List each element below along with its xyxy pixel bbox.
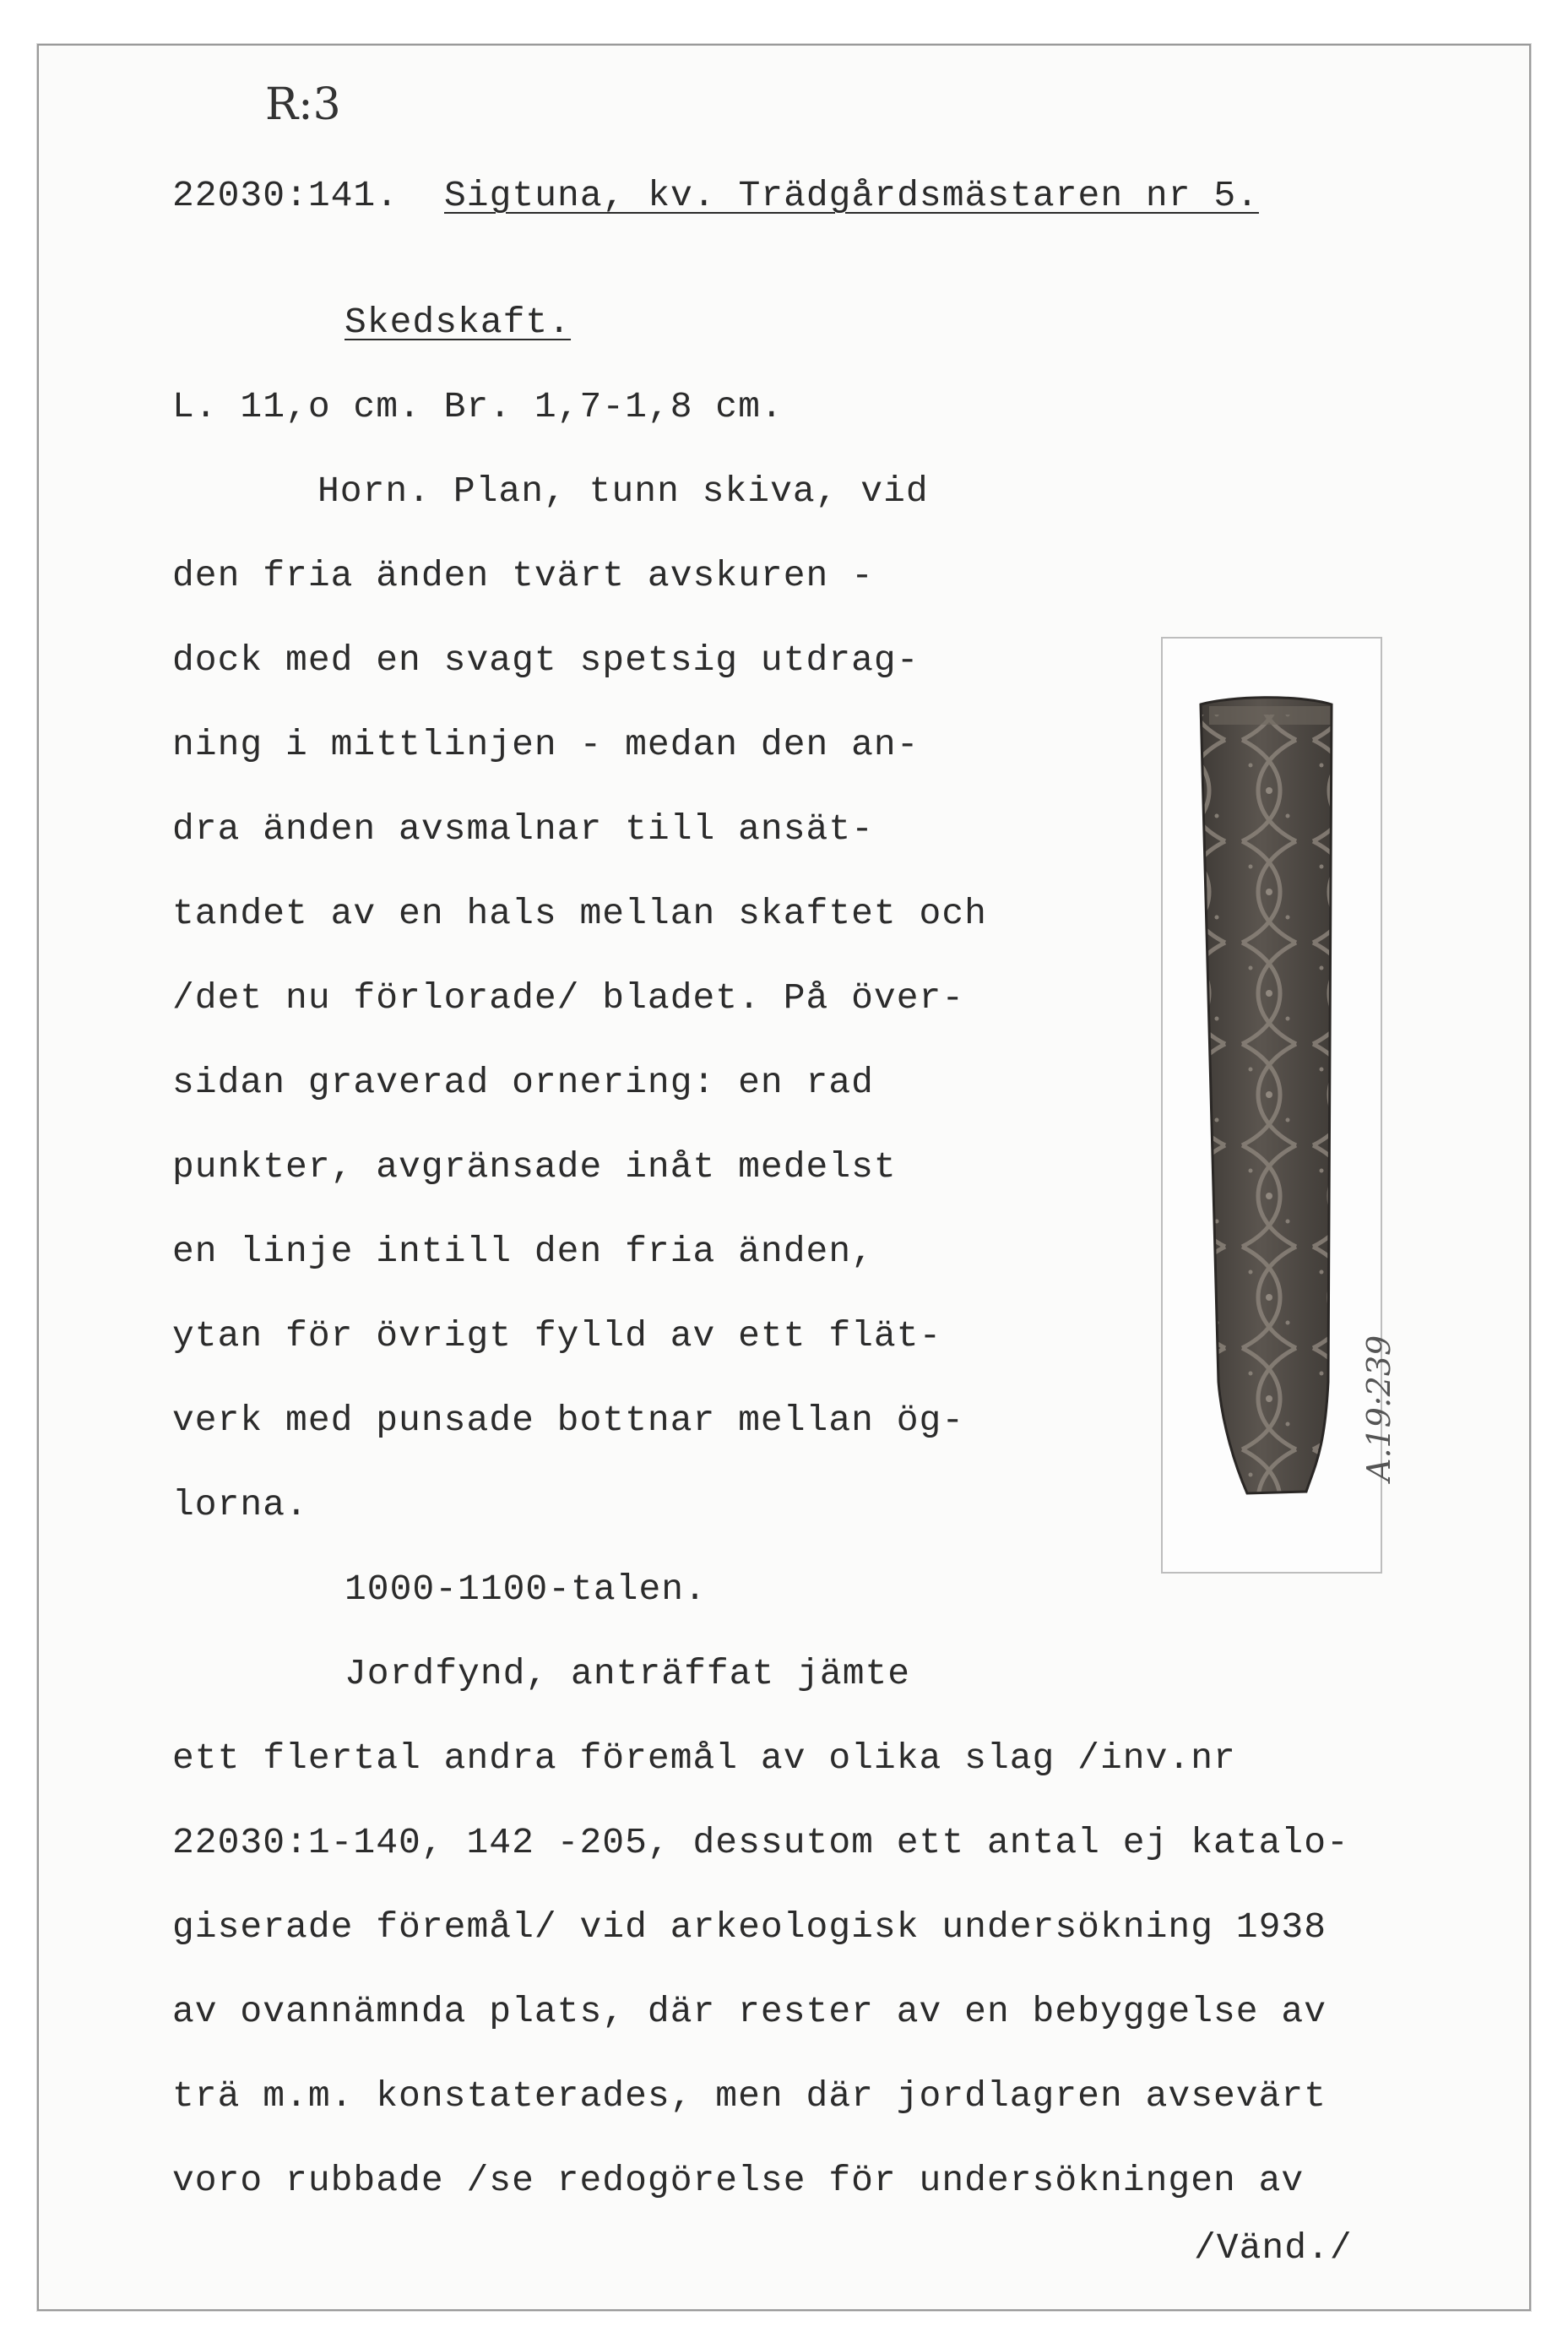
find-line: ett flertal andra föremål av olika slag /inv.nr [172, 1737, 1236, 1779]
description-line: /det nu förlorade/ bladet. På över- [172, 977, 965, 1019]
description-line: ning i mittlinjen - medan den an- [172, 724, 920, 765]
find-line: 22030:1-140, 142 -205, dessutom ett antal ej katalo- [172, 1822, 1349, 1863]
find-line: trä m.m. konstaterades, men där jordlagren avsevärt [172, 2075, 1327, 2117]
turn-note: /Vänd./ [1194, 2227, 1353, 2269]
measurements: L. 11,o cm. Br. 1,7-1,8 cm. [172, 386, 784, 427]
object-photo [1161, 637, 1382, 1574]
description-line: en linje intill den fria änden, [172, 1231, 874, 1272]
header-number: 22030:141. [172, 175, 399, 216]
header-location: Sigtuna, kv. Trädgårdsmästaren nr 5. [444, 175, 1259, 216]
object-title: Skedskaft. [345, 302, 572, 343]
description-line: dra änden avsmalnar till ansät- [172, 808, 874, 850]
description-line: tandet av en hals mellan skaftet och [172, 893, 987, 934]
find-line: Jordfynd, anträffat jämte [345, 1653, 911, 1694]
description-line: punkter, avgränsade inåt medelst [172, 1146, 897, 1188]
description-line: dock med en svagt spetsig utdrag- [172, 639, 920, 681]
corner-mark: R:3 [265, 79, 341, 130]
find-line: voro rubbade /se redogörelse för undersökningen av [172, 2160, 1305, 2201]
spoon-handle-image [1163, 639, 1381, 1572]
photo-label: A.19:239 [1360, 1335, 1397, 1481]
description-line: verk med punsade bottnar mellan ög- [172, 1400, 965, 1441]
description-line: den fria änden tvärt avskuren - [172, 555, 874, 596]
find-line: av ovannämnda plats, där rester av en bebyggelse av [172, 1991, 1327, 2032]
description-line: sidan graverad ornering: en rad [172, 1062, 874, 1103]
dating: 1000-1100-talen. [345, 1568, 707, 1610]
description-line: lorna. [172, 1484, 308, 1525]
catalog-card [37, 44, 1531, 2311]
description-line: ytan för övrigt fylld av ett flät- [172, 1315, 942, 1356]
find-line: giserade föremål/ vid arkeologisk undersökning 1938 [172, 1906, 1327, 1948]
description-line: Horn. Plan, tunn skiva, vid [317, 470, 929, 512]
